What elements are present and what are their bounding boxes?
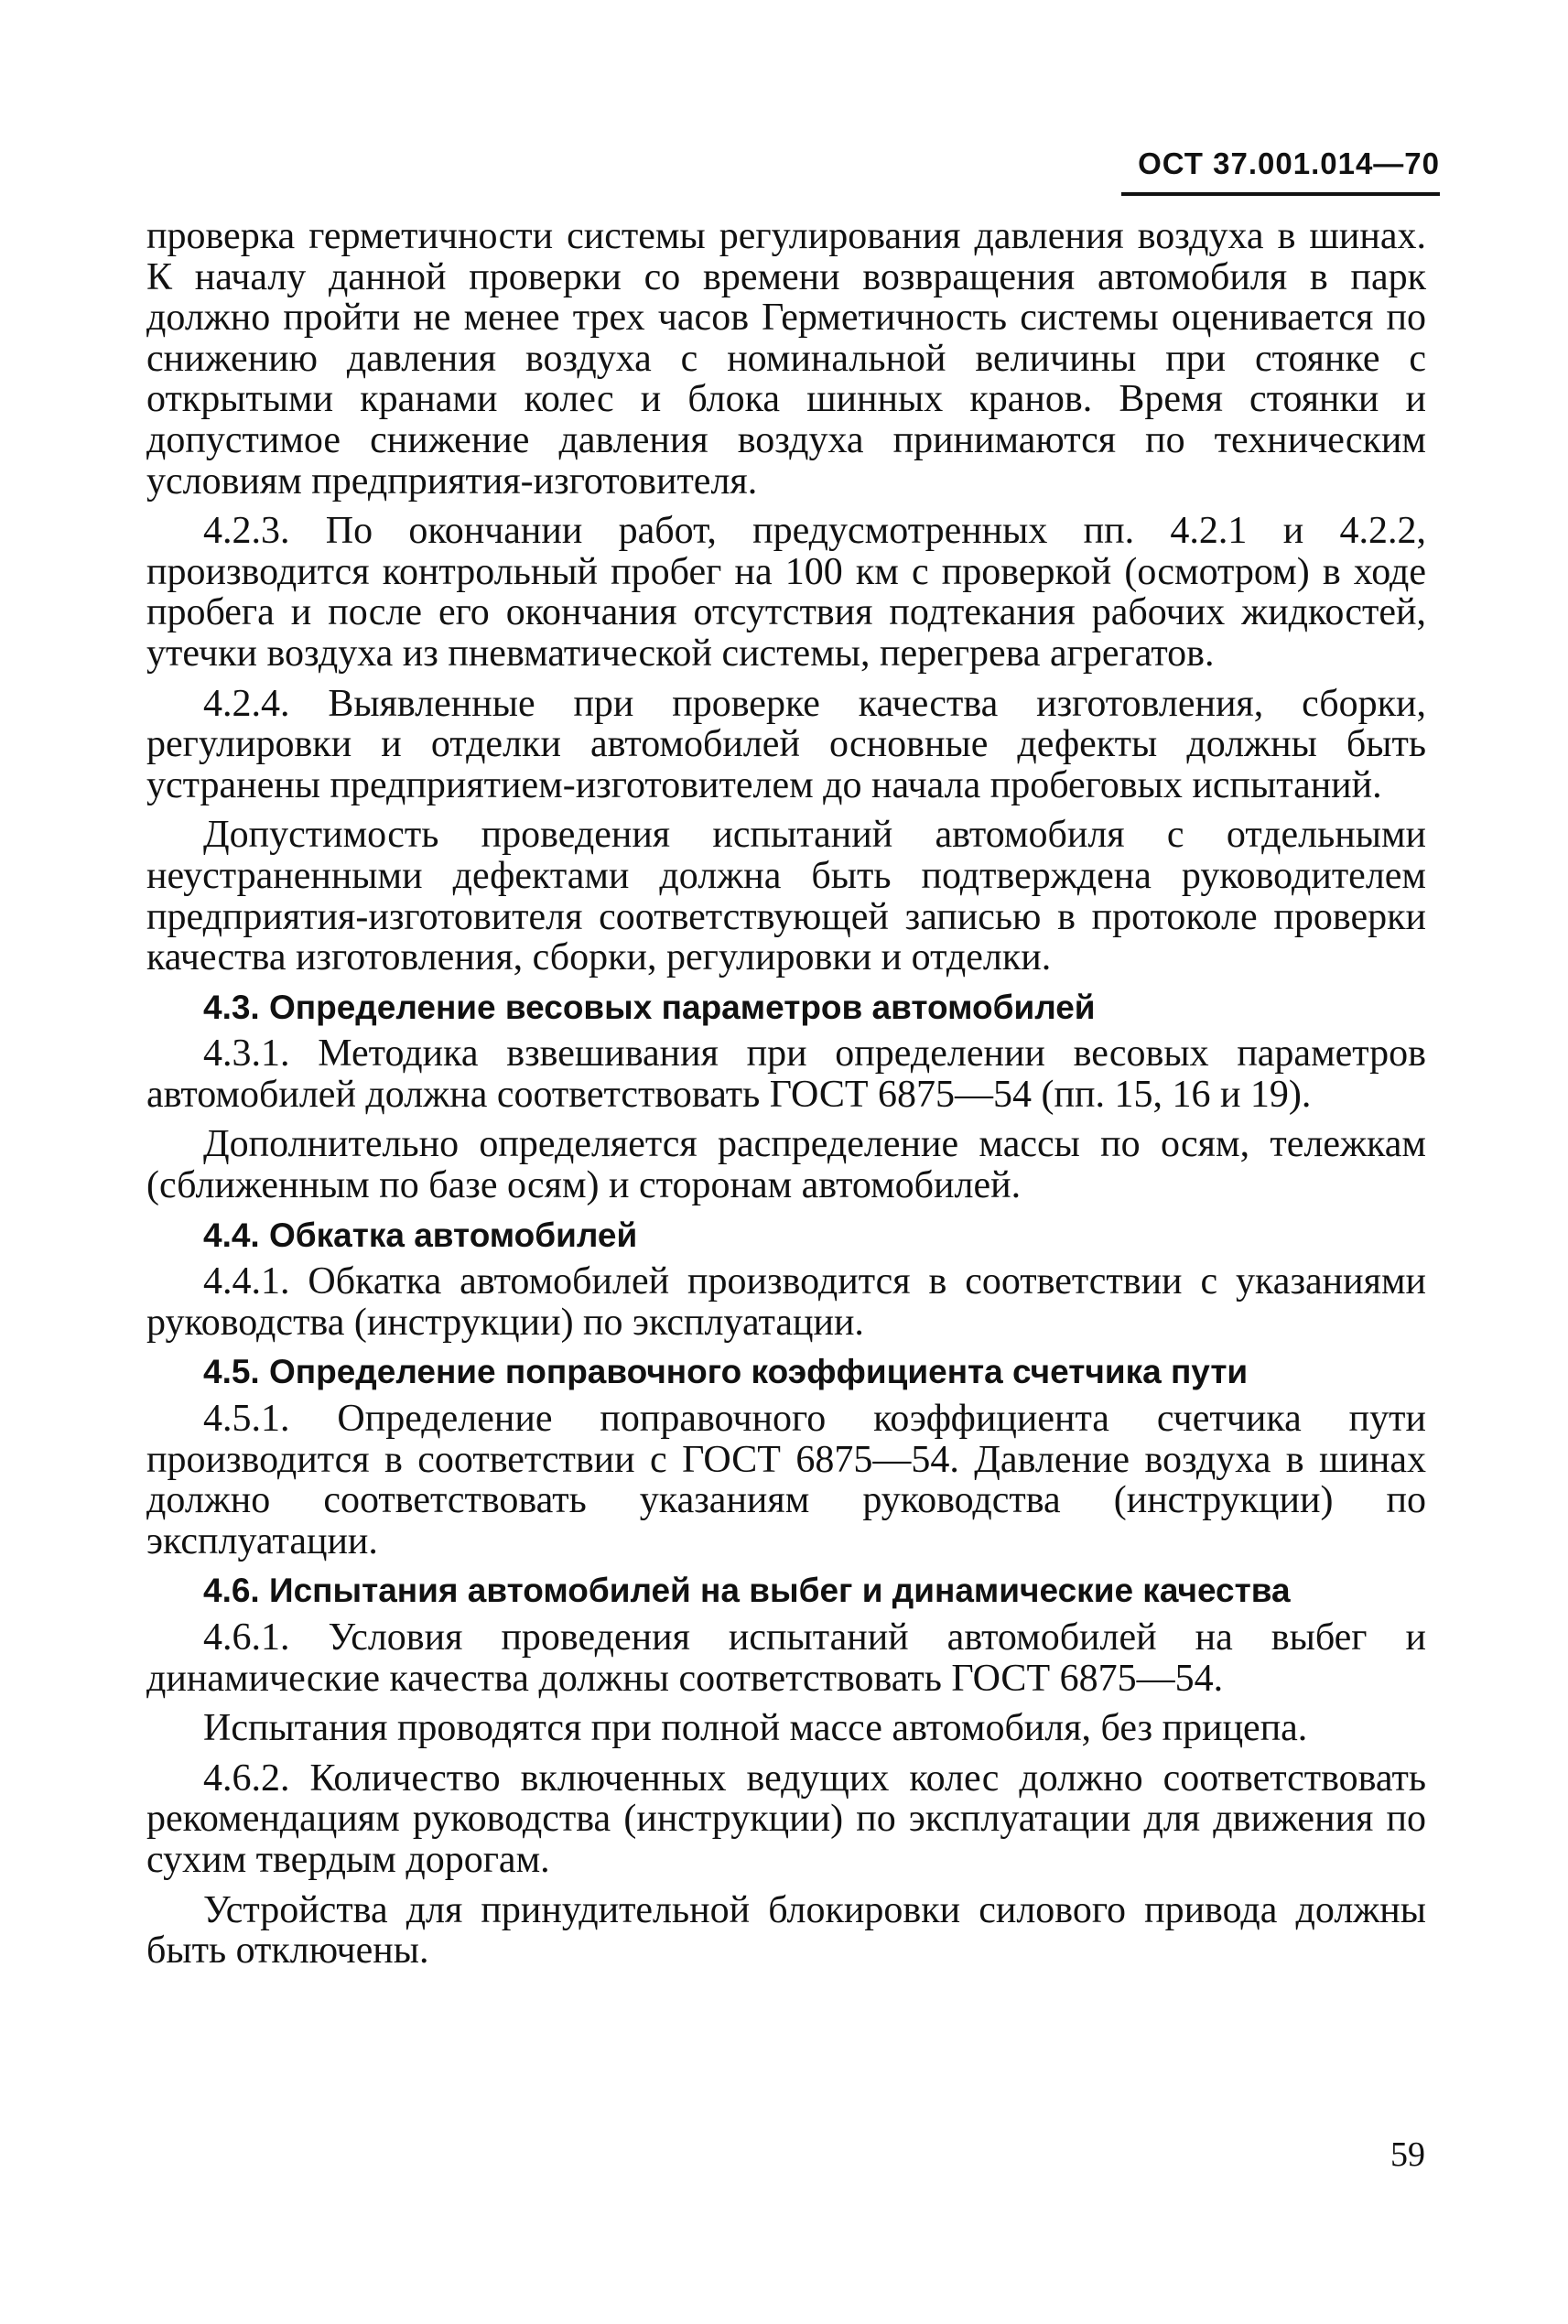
header-rule bbox=[1121, 192, 1440, 196]
paragraph-4-6-2: 4.6.2. Количество включенных ведущих колес должно соответствовать рекомендациям руководства (инструкции) по эксплуатации для движения по сухим твердым дорогам. bbox=[146, 1757, 1426, 1881]
page-number: 59 bbox=[1390, 2135, 1425, 2174]
paragraph-4-3-1: 4.3.1. Методика взвешивания при определении весовых параметров автомобилей должна соответствовать ГОСТ 6875—54 (пп. 15, 16 и 19). bbox=[146, 1032, 1426, 1116]
paragraph-locking-devices: Устройства для принудительной блокировки силового привода должны быть отключены. bbox=[146, 1888, 1426, 1973]
section-heading-4-4: 4.4. Обкатка автомобилей bbox=[203, 1216, 638, 1254]
section-heading-4-3: 4.3. Определение весовых параметров автомобилей bbox=[203, 988, 1096, 1026]
document-code-header: ОСТ 37.001.014—70 bbox=[1138, 146, 1440, 180]
paragraph-4-2-3: 4.2.3. По окончании работ, предусмотренных пп. 4.2.1 и 4.2.2, производится контрольный пробег на 100 км с проверкой (осмотром) в ходе пробега и после его окончания отсутствия подтекания рабочих жидкостей, утечки воздуха из пневматической системы, перегрева агрегатов. bbox=[146, 510, 1426, 675]
paragraph-defects-allowance: Допустимость проведения испытаний автомобиля с отдельными неустраненными дефектами должна быть подтверждена руководителем предприятия-изготовителя соответствующей записью в протоколе проверки качества изготовления, сборки, регулировки и отделки. bbox=[146, 814, 1426, 979]
section-heading-4-5: 4.5. Определение поправочного коэффициента счетчика пути bbox=[203, 1353, 1249, 1391]
paragraph-4-2-4: 4.2.4. Выявленные при проверке качества изготовления, сборки, регулировки и отделки автомобилей основные дефекты должны быть устранены предприятием-изготовителем до начала пробеговых испытаний. bbox=[146, 682, 1426, 806]
paragraph-4-4-1: 4.4.1. Обкатка автомобилей производится в соответствии с указаниями руководства (инструкции) по эксплуатации. bbox=[146, 1260, 1426, 1344]
paragraph-mass-distribution: Дополнительно определяется распределение массы по осям, тележкам (сближенным по базе осям) и сторонам автомобилей. bbox=[146, 1123, 1426, 1207]
paragraph-4-6-1: 4.6.1. Условия проведения испытаний автомобилей на выбег и динамические качества должны соответствовать ГОСТ 6875—54. bbox=[146, 1616, 1426, 1700]
paragraph-4-5-1: 4.5.1. Определение поправочного коэффициента счетчика пути производится в соответствии с ГОСТ 6875—54. Давление воздуха в шинах должно соответствовать указаниям руководства (инструкции) по эксплуатации. bbox=[146, 1398, 1426, 1562]
section-heading-4-6: 4.6. Испытания автомобилей на выбег и динамические качества bbox=[203, 1572, 1291, 1610]
paragraph-full-mass: Испытания проводятся при полной массе автомобиля, без прицепа. bbox=[203, 1707, 1308, 1750]
paragraph-continuation: проверка герметичности системы регулирования давления воздуха в шинах. К началу данной проверки со времени возвращения автомобиля в парк должно пройти не менее трех часов Герметичность системы оценивается по снижению давления воздуха с номинальной величины при стоянке с открытыми кранами колес и блока шинных кранов. Время стоянки и допустимое снижение давления воздуха принимаются по техническим условиям предприятия-изготовителя. bbox=[146, 215, 1426, 503]
document-body bbox=[146, 216, 1426, 1981]
